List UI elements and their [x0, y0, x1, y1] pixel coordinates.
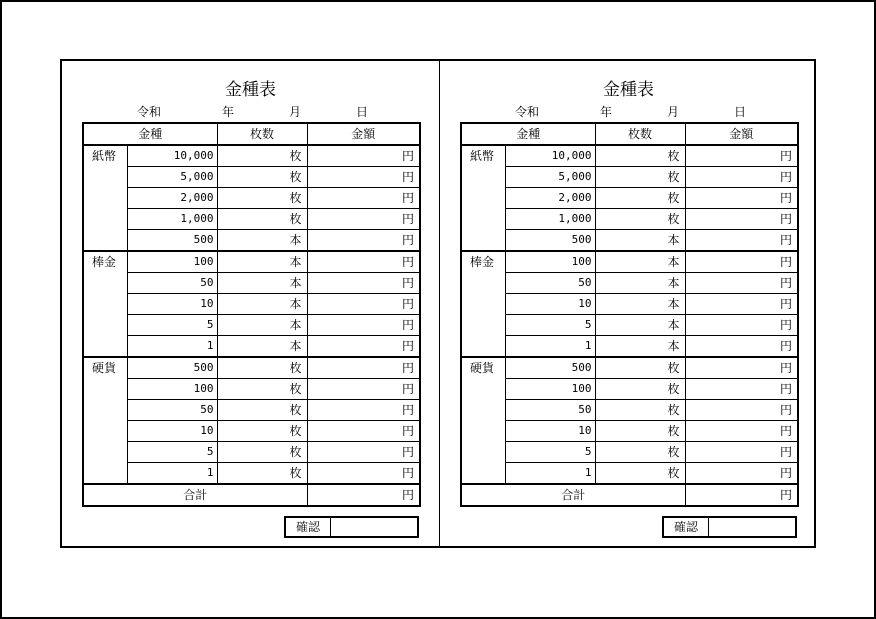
date-era-label: 令和	[137, 105, 162, 119]
denomination-value: 5,000	[127, 167, 217, 188]
amount-cell[interactable]: 円	[307, 188, 420, 209]
count-cell[interactable]: 本	[217, 251, 307, 273]
table-row	[461, 357, 798, 379]
header-amount: 金額	[307, 123, 420, 145]
amount-cell[interactable]: 円	[307, 251, 420, 273]
count-cell[interactable]: 本	[217, 230, 307, 252]
count-cell[interactable]: 枚	[595, 209, 685, 230]
date-day-label: 日	[734, 105, 747, 119]
table-row	[461, 400, 798, 421]
confirm-box	[662, 516, 797, 538]
total-row	[83, 484, 420, 506]
amount-cell[interactable]: 円	[307, 442, 420, 463]
table-row	[461, 379, 798, 400]
amount-cell[interactable]: 円	[685, 400, 798, 421]
denomination-value: 10	[127, 294, 217, 315]
count-cell[interactable]: 本	[217, 273, 307, 294]
count-cell[interactable]: 枚	[217, 421, 307, 442]
amount-cell[interactable]: 円	[307, 463, 420, 485]
count-cell[interactable]: 本	[595, 230, 685, 252]
denomination-value: 500	[127, 357, 217, 379]
amount-cell[interactable]: 円	[685, 167, 798, 188]
table-row	[83, 442, 420, 463]
count-cell[interactable]: 枚	[595, 357, 685, 379]
count-cell[interactable]: 本	[595, 251, 685, 273]
amount-cell[interactable]: 円	[307, 273, 420, 294]
table-row	[461, 167, 798, 188]
group-label: 硬貨	[461, 357, 505, 484]
table-row	[83, 209, 420, 230]
table-row	[83, 379, 420, 400]
count-cell[interactable]: 枚	[217, 442, 307, 463]
denomination-value: 100	[127, 379, 217, 400]
denomination-value: 2,000	[127, 188, 217, 209]
table-row	[461, 251, 798, 273]
table-row	[83, 315, 420, 336]
denomination-value: 500	[127, 230, 217, 252]
header-count: 枚数	[217, 123, 307, 145]
denomination-value: 10,000	[127, 145, 217, 167]
count-cell[interactable]: 枚	[217, 400, 307, 421]
header-count: 枚数	[595, 123, 685, 145]
amount-cell[interactable]: 円	[685, 209, 798, 230]
count-cell[interactable]: 枚	[217, 209, 307, 230]
count-cell[interactable]: 本	[595, 315, 685, 336]
denomination-value: 5,000	[505, 167, 595, 188]
amount-cell[interactable]: 円	[307, 421, 420, 442]
amount-cell[interactable]: 円	[685, 463, 798, 485]
denomination-value: 5	[505, 442, 595, 463]
count-cell[interactable]: 枚	[217, 463, 307, 485]
count-cell[interactable]: 枚	[217, 379, 307, 400]
date-year-label: 年	[222, 105, 235, 119]
total-row	[461, 484, 798, 506]
date-year-label: 年	[600, 105, 613, 119]
denomination-value: 10,000	[505, 145, 595, 167]
amount-cell[interactable]: 円	[307, 400, 420, 421]
count-cell[interactable]: 枚	[595, 463, 685, 485]
date-era-label: 令和	[515, 105, 540, 119]
amount-cell[interactable]: 円	[685, 230, 798, 252]
count-cell[interactable]: 枚	[217, 357, 307, 379]
amount-cell[interactable]: 円	[685, 251, 798, 273]
count-cell[interactable]: 枚	[595, 145, 685, 167]
denomination-value: 5	[127, 315, 217, 336]
denomination-value: 50	[505, 400, 595, 421]
table-row	[461, 421, 798, 442]
amount-cell[interactable]: 円	[685, 188, 798, 209]
denomination-value: 50	[505, 273, 595, 294]
table-row	[461, 209, 798, 230]
count-cell[interactable]: 枚	[217, 145, 307, 167]
count-cell[interactable]: 本	[217, 315, 307, 336]
table-row	[83, 463, 420, 485]
count-cell[interactable]: 枚	[217, 188, 307, 209]
amount-cell[interactable]: 円	[685, 273, 798, 294]
count-cell[interactable]: 枚	[595, 400, 685, 421]
count-cell[interactable]: 本	[217, 294, 307, 315]
table-row	[83, 145, 420, 167]
denomination-table	[82, 122, 421, 507]
confirm-stamp-field[interactable]	[709, 518, 795, 536]
amount-cell[interactable]: 円	[307, 230, 420, 252]
form-title: 金種表	[603, 80, 654, 100]
table-row	[461, 294, 798, 315]
cash-denomination-sheet	[60, 59, 816, 548]
count-cell[interactable]: 枚	[217, 167, 307, 188]
denomination-value: 50	[127, 400, 217, 421]
denomination-value: 100	[127, 251, 217, 273]
amount-cell[interactable]: 円	[307, 294, 420, 315]
table-row	[83, 251, 420, 273]
table-row	[461, 188, 798, 209]
confirm-label: 確認	[664, 518, 709, 536]
denomination-form-left	[62, 61, 439, 546]
table-row	[83, 357, 420, 379]
table-row	[83, 336, 420, 358]
table-header-row	[461, 123, 798, 145]
total-label: 合計	[461, 484, 685, 506]
table-row	[461, 442, 798, 463]
denomination-value: 500	[505, 357, 595, 379]
amount-cell[interactable]: 円	[307, 315, 420, 336]
denomination-table	[460, 122, 799, 507]
denomination-value: 100	[505, 251, 595, 273]
count-cell[interactable]: 本	[217, 336, 307, 358]
denomination-value: 10	[127, 421, 217, 442]
confirm-box	[284, 516, 419, 538]
table-row	[83, 421, 420, 442]
table-row	[83, 400, 420, 421]
date-day-label: 日	[356, 105, 369, 119]
header-amount: 金額	[685, 123, 798, 145]
header-denomination: 金種	[461, 123, 595, 145]
amount-cell[interactable]: 円	[307, 357, 420, 379]
denomination-value: 500	[505, 230, 595, 252]
count-cell[interactable]: 枚	[595, 442, 685, 463]
group-label: 紙幣	[83, 145, 127, 251]
amount-cell[interactable]: 円	[685, 379, 798, 400]
amount-cell[interactable]: 円	[307, 209, 420, 230]
amount-cell[interactable]: 円	[685, 357, 798, 379]
group-label: 硬貨	[83, 357, 127, 484]
count-cell[interactable]: 枚	[595, 421, 685, 442]
table-row	[461, 463, 798, 485]
table-header-row	[83, 123, 420, 145]
denomination-value: 1,000	[127, 209, 217, 230]
group-label: 棒金	[83, 251, 127, 357]
denomination-value: 2,000	[505, 188, 595, 209]
table-row	[83, 188, 420, 209]
amount-cell[interactable]: 円	[307, 379, 420, 400]
amount-cell[interactable]: 円	[685, 336, 798, 358]
table-row	[461, 145, 798, 167]
count-cell[interactable]: 本	[595, 336, 685, 358]
denomination-value: 1	[127, 336, 217, 358]
count-cell[interactable]: 本	[595, 294, 685, 315]
denomination-value: 50	[127, 273, 217, 294]
table-row	[83, 230, 420, 252]
amount-cell[interactable]: 円	[685, 294, 798, 315]
table-row	[83, 294, 420, 315]
table-row	[461, 273, 798, 294]
amount-cell[interactable]: 円	[685, 315, 798, 336]
denomination-value: 1	[505, 463, 595, 485]
denomination-value: 100	[505, 379, 595, 400]
denomination-value: 10	[505, 294, 595, 315]
group-label: 棒金	[461, 251, 505, 357]
total-amount-cell[interactable]: 円	[307, 484, 420, 506]
amount-cell[interactable]: 円	[685, 145, 798, 167]
total-label: 合計	[83, 484, 307, 506]
table-row	[461, 315, 798, 336]
form-title: 金種表	[225, 80, 276, 100]
table-row	[83, 273, 420, 294]
total-amount-cell[interactable]: 円	[685, 484, 798, 506]
table-row	[461, 230, 798, 252]
denomination-value: 1	[127, 463, 217, 485]
count-cell[interactable]: 枚	[595, 379, 685, 400]
amount-cell[interactable]: 円	[685, 421, 798, 442]
denomination-value: 1,000	[505, 209, 595, 230]
denomination-value: 10	[505, 421, 595, 442]
date-month-label: 月	[289, 105, 302, 119]
count-cell[interactable]: 本	[595, 273, 685, 294]
amount-cell[interactable]: 円	[307, 167, 420, 188]
confirm-stamp-field[interactable]	[331, 518, 417, 536]
amount-cell[interactable]: 円	[307, 336, 420, 358]
denomination-value: 5	[127, 442, 217, 463]
confirm-label: 確認	[286, 518, 331, 536]
header-denomination: 金種	[83, 123, 217, 145]
amount-cell[interactable]: 円	[685, 442, 798, 463]
date-month-label: 月	[667, 105, 680, 119]
table-row	[461, 336, 798, 358]
denomination-value: 1	[505, 336, 595, 358]
count-cell[interactable]: 枚	[595, 188, 685, 209]
table-row	[83, 167, 420, 188]
amount-cell[interactable]: 円	[307, 145, 420, 167]
denomination-form-right	[440, 61, 817, 546]
count-cell[interactable]: 枚	[595, 167, 685, 188]
denomination-value: 5	[505, 315, 595, 336]
group-label: 紙幣	[461, 145, 505, 251]
